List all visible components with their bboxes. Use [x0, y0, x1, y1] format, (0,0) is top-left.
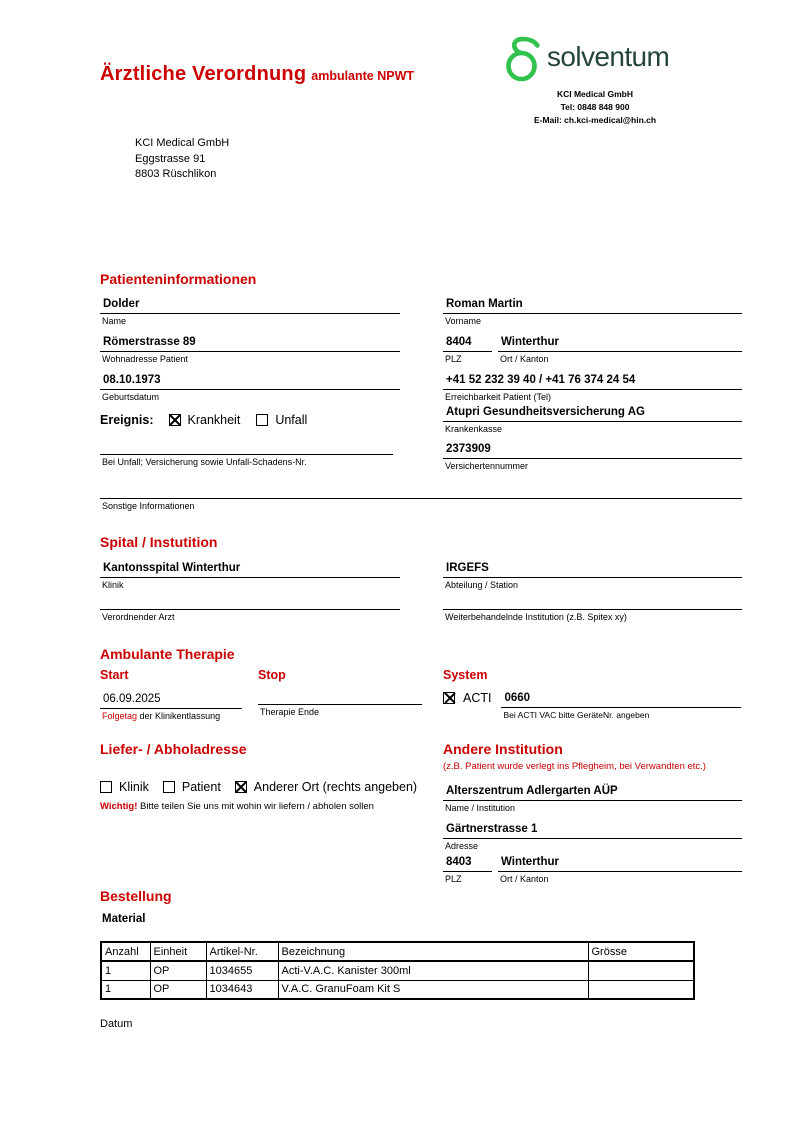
sonstige-value [100, 485, 742, 499]
material-table [100, 941, 695, 1000]
patient-option-label: Patient [181, 780, 221, 794]
cell-bezeichnung: Acti-V.A.C. Kanister 300ml [278, 961, 588, 980]
company-contact-email: E-Mail: ch.kci-medical@hin.ch [533, 115, 657, 125]
ort-value: Winterthur [498, 334, 742, 352]
material-label: Material [102, 913, 146, 925]
abteilung-value: IRGEFS [443, 560, 742, 578]
acti-checkbox [443, 692, 455, 704]
field-vorname [443, 296, 742, 327]
company-contact [470, 88, 720, 127]
form-title [100, 63, 414, 86]
therapie-stop-label: Therapie Ende [260, 707, 320, 717]
cell-artikel-nr: 1034655 [206, 961, 278, 980]
therapie-stop-heading: Stop [258, 668, 286, 682]
table-row [101, 961, 694, 980]
field-sonstige-informationen [100, 485, 742, 512]
col-header-groesse: Grösse [588, 942, 694, 961]
therapie-start-label-red: Folgetag [102, 711, 138, 721]
cell-einheit: OP [150, 961, 206, 980]
field-institution-plz [443, 854, 492, 885]
solventum-s-icon [506, 36, 540, 82]
field-abteilung [443, 560, 742, 591]
field-krankenkasse [443, 404, 742, 435]
lieferadresse-note-wichtig: Wichtig! [100, 801, 138, 812]
section-heading-andere-institution: Andere Institution [443, 741, 563, 757]
name-value: Dolder [100, 296, 400, 314]
datum-label: Datum [100, 1018, 133, 1030]
unfall-nr-value [100, 441, 393, 455]
institution-plz-value: 8403 [443, 854, 492, 872]
lieferadresse-note [100, 801, 374, 813]
solventum-logo [506, 36, 669, 82]
geraete-nr-label: Bei ACTI VAC bitte GeräteNr. angeben [503, 710, 650, 720]
abteilung-label: Abteilung / Station [445, 580, 519, 590]
ereignis-label: Ereignis: [100, 413, 154, 427]
klinik-value: Kantonsspital Winterthur [100, 560, 400, 578]
sonstige-label: Sonstige Informationen [102, 501, 195, 511]
lieferadresse-note-text: Bitte teilen Sie uns mit wohin wir liefern / abholen sollen [137, 801, 374, 812]
unfall-checkbox [256, 414, 268, 426]
therapie-start-heading: Start [100, 668, 129, 682]
klinik-option-label: Klinik [119, 780, 149, 794]
cell-groesse [588, 980, 694, 999]
section-heading-lieferadresse: Liefer- / Abholadresse [100, 741, 247, 757]
institution-ort-label: Ort / Kanton [500, 874, 549, 884]
form-title-main: Ärztliche Verordnung [100, 63, 307, 85]
col-header-artikel-nr: Artikel-Nr. [206, 942, 278, 961]
vorname-value: Roman Martin [443, 296, 742, 314]
field-name [100, 296, 400, 327]
acti-label: ACTI [463, 691, 492, 705]
col-header-bezeichnung: Bezeichnung [278, 942, 588, 961]
ereignis-row [100, 413, 307, 427]
section-heading-patient: Patienteninformationen [100, 271, 257, 287]
therapie-stop-value [258, 691, 422, 705]
weiterbehandelnde-value [443, 596, 742, 610]
wohnadresse-label: Wohnadresse Patient [102, 354, 188, 364]
institution-adresse-value: Gärtnerstrasse 1 [443, 821, 742, 839]
klinik-label: Klinik [102, 580, 124, 590]
field-telefon [443, 372, 742, 403]
field-wohnadresse [100, 334, 400, 365]
telefon-label: Erreichbarkeit Patient (Tel) [445, 392, 552, 402]
company-contact-name: KCI Medical GmbH [556, 89, 634, 99]
field-institution-name [443, 783, 742, 814]
anderer-ort-option-label: Anderer Ort (rechts angeben) [253, 780, 418, 794]
system-row [443, 690, 741, 721]
geraete-nr-value: 0660 [501, 690, 741, 708]
arzt-value [100, 596, 400, 610]
wohnadresse-value: Römerstrasse 89 [100, 334, 400, 352]
sender-address-line3: 8803 Rüschlikon [135, 168, 217, 180]
anderer-ort-option-checkbox [235, 781, 247, 793]
klinik-option-checkbox [100, 781, 112, 793]
field-geburtsdatum [100, 372, 400, 403]
vorname-label: Vorname [445, 316, 482, 326]
krankheit-label: Krankheit [187, 413, 241, 427]
geburtsdatum-label: Geburtsdatum [102, 392, 160, 402]
section-heading-spital: Spital / Instutition [100, 534, 218, 550]
lieferadresse-options-row [100, 780, 417, 794]
institution-adresse-label: Adresse [445, 841, 479, 851]
field-unfall-nr [100, 441, 393, 468]
therapie-start-label-rest: der Klinikentlassung [137, 711, 221, 721]
section-heading-therapie: Ambulante Therapie [100, 646, 235, 662]
solventum-wordmark: solventum [547, 41, 670, 72]
plz-label: PLZ [445, 354, 462, 364]
sender-address-line2: Eggstrasse 91 [135, 152, 206, 165]
ort-label: Ort / Kanton [500, 354, 549, 364]
andere-institution-subheading: (z.B. Patient wurde verlegt ins Pflegheim, bei Verwandten etc.) [443, 761, 706, 772]
table-row [101, 980, 694, 999]
field-institution-adresse [443, 821, 742, 852]
field-versichertennummer [443, 441, 742, 472]
form-title-sub: ambulante NPWT [311, 69, 415, 83]
cell-anzahl: 1 [101, 980, 150, 999]
company-contact-tel: Tel: 0848 848 900 [560, 102, 630, 112]
krankenkasse-label: Krankenkasse [445, 424, 503, 434]
telefon-value: +41 52 232 39 40 / +41 76 374 24 54 [443, 372, 742, 390]
name-label: Name [102, 316, 127, 326]
cell-einheit: OP [150, 980, 206, 999]
krankenkasse-value: Atupri Gesundheitsversicherung AG [443, 404, 742, 422]
field-geraete-nr [501, 690, 741, 721]
institution-plz-label: PLZ [445, 874, 462, 884]
material-table-header-row [101, 942, 694, 961]
therapie-system-heading: System [443, 668, 488, 682]
therapie-start-value: 06.09.2025 [100, 691, 242, 709]
field-weiterbehandelnde-institution [443, 596, 742, 623]
field-ort [498, 334, 742, 365]
field-plz [443, 334, 492, 365]
krankheit-checkbox [169, 414, 181, 426]
unfall-nr-label: Bei Unfall; Versicherung sowie Unfall-Schadens-Nr. [102, 457, 307, 467]
section-heading-bestellung: Bestellung [100, 888, 172, 904]
unfall-label: Unfall [275, 413, 308, 427]
versichertennummer-value: 2373909 [443, 441, 742, 459]
field-therapie-start [100, 691, 242, 722]
sender-address-line1: KCI Medical GmbH [135, 137, 230, 149]
col-header-einheit: Einheit [150, 942, 206, 961]
weiterbehandelnde-label: Weiterbehandelnde Institution (z.B. Spitex xy) [445, 612, 627, 622]
institution-ort-value: Winterthur [498, 854, 742, 872]
field-verordnender-arzt [100, 596, 400, 623]
plz-value: 8404 [443, 334, 492, 352]
cell-groesse [588, 961, 694, 980]
cell-bezeichnung: V.A.C. GranuFoam Kit S [278, 980, 588, 999]
sender-address [135, 136, 229, 183]
arzt-label: Verordnender Arzt [102, 612, 175, 622]
field-institution-ort [498, 854, 742, 885]
institution-name-label: Name / Institution [445, 803, 516, 813]
cell-artikel-nr: 1034643 [206, 980, 278, 999]
geburtsdatum-value: 08.10.1973 [100, 372, 400, 390]
field-therapie-stop [258, 691, 422, 718]
institution-name-value: Alterszentrum Adlergarten AÜP [443, 783, 742, 801]
field-klinik [100, 560, 400, 591]
col-header-anzahl: Anzahl [101, 942, 150, 961]
therapie-start-label [100, 709, 242, 722]
cell-anzahl: 1 [101, 961, 150, 980]
patient-option-checkbox [163, 781, 175, 793]
versichertennummer-label: Versichertennummer [445, 461, 529, 471]
